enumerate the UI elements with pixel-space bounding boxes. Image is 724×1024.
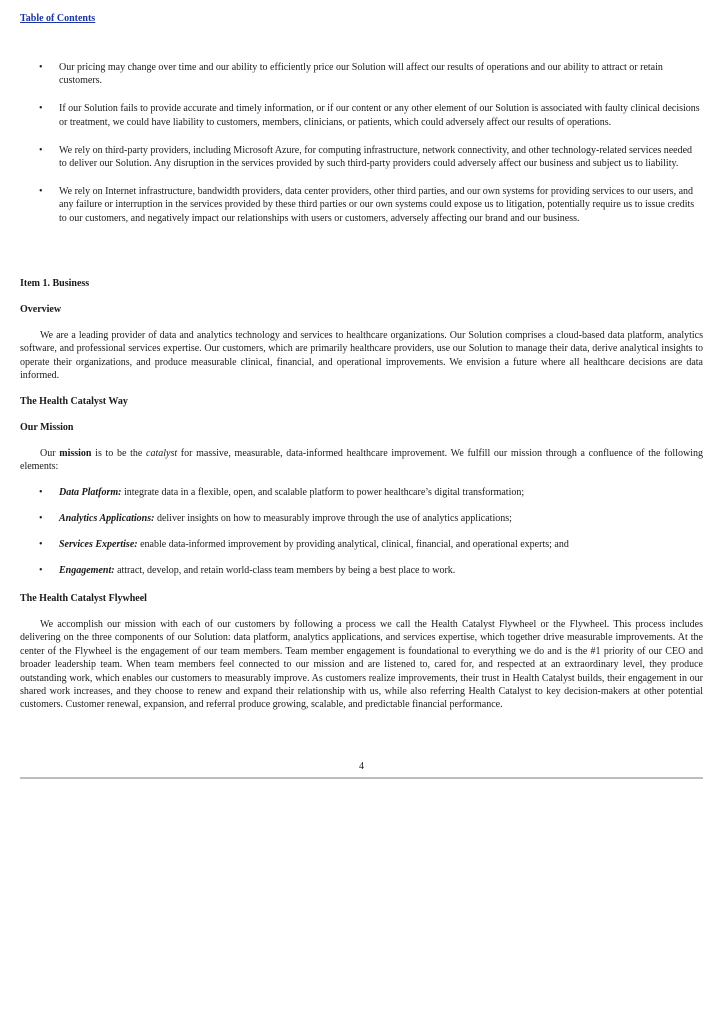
mission-paragraph: Our mission is to be the catalyst for massive, measurable, data-informed healthcare improvement. We fulfill our mission through a confluence of the following elements: (20, 448, 703, 473)
page-number: 4 (359, 761, 364, 772)
element-bullet: • Analytics Applications: deliver insights on how to measurably improve through the use of analytics applications; (39, 513, 512, 525)
bullet-icon: • (39, 144, 43, 156)
bullet-icon: • (39, 103, 43, 115)
risk-bullet: • We rely on Internet infrastructure, bandwidth providers, data center providers, other third parties, and our own systems for providing services to our users, and any failure or interruption in the services provided by these third parties or our own systems could expose us to litigation, potentially require us to issue credits to our customers, and negatively impact our relationships with users or customers, adversely affecting our brand and our business. (39, 185, 695, 224)
way-heading: The Health Catalyst Way (20, 396, 128, 407)
mission-term: mission (59, 448, 92, 459)
mission-heading: Our Mission (20, 422, 74, 433)
catalyst-term: catalyst (146, 448, 178, 459)
element-bullet: • Data Platform: integrate data in a flexible, open, and scalable platform to power healthcare’s digital transformation; (39, 487, 525, 498)
item-heading: Item 1. Business (20, 278, 90, 289)
overview-heading: Overview (20, 304, 62, 315)
bullet-icon: • (39, 565, 43, 577)
element-bullet: • Engagement: attract, develop, and retain world-class team members by being a best place to work. (39, 565, 456, 577)
element-bullet: • Services Expertise: enable data-informed improvement by providing analytical, clinical, financial, and operational experts; and (39, 539, 569, 551)
bullet-icon: • (39, 185, 43, 197)
bullet-icon: • (39, 487, 43, 498)
flywheel-paragraph: We accomplish our mission with each of our customers by following a process we call the Health Catalyst Flywheel or the Flywheel. This process includes delivering on the three components of our Solution: data platform, analytics applications, and services expertise, which together drive measurable improvements. At the center of the Flywheel is the engagement of our team members. Team member engagement is foundational to everything we do and is the #1 priority of our CEO and broader leadership team. When team members feel connected to our mission and are listened to, cared for, and respected at an extraordinary level, they produce outstanding work, which enables our customers to measurably improve. As customers realize improvements, their trust in Health Catalyst builds, their engagement in our shared work increases, and they choose to renew and expand their relationship with us, while also referring Health Catalyst to key decision-makers at other potential customers. Customer renewal, expansion, and referral produce growing, scalable, and predictable financial performance. (20, 619, 703, 711)
table-of-contents-link[interactable]: Table of Contents (20, 13, 96, 24)
risk-bullet: • If our Solution fails to provide accurate and timely information, or if our content or any other element of our Solution is associated with faulty clinical decisions or treatment, we could have liability to customers, members, clinicians, or patients, which could adversely affect our results of operations. (39, 103, 700, 128)
mission-elements-list (20, 486, 700, 590)
overview-paragraph: We are a leading provider of data and analytics technology and services to healthcare organizations. Our Solution comprises a cloud-based data platform, analytics software, and professional services expertise. Our customers, which are primarily healthcare providers, use our Solution to manage their data, derive analytical insights to operate their organizations, and produce measurable clinical, financial, and operational improvements. We envision a future where all healthcare decisions are data informed. (20, 330, 703, 382)
bullet-icon: • (39, 539, 43, 551)
risk-bullet: • We rely on third-party providers, including Microsoft Azure, for computing infrastructure, network connectivity, and other technology-related services needed to deliver our Solution. Any disruption in the services provided by such third-party providers could adversely affect our business and subject us to liability. (39, 144, 693, 170)
bullet-icon: • (39, 513, 43, 525)
page-divider (20, 777, 703, 779)
bullet-icon: • (39, 62, 43, 73)
flywheel-heading: The Health Catalyst Flywheel (20, 593, 147, 604)
risk-factor-list (20, 61, 700, 240)
risk-bullet: • Our pricing may change over time and our ability to efficiently price our Solution will affect our results of operations and our ability to attract or retain customers. (39, 62, 663, 87)
